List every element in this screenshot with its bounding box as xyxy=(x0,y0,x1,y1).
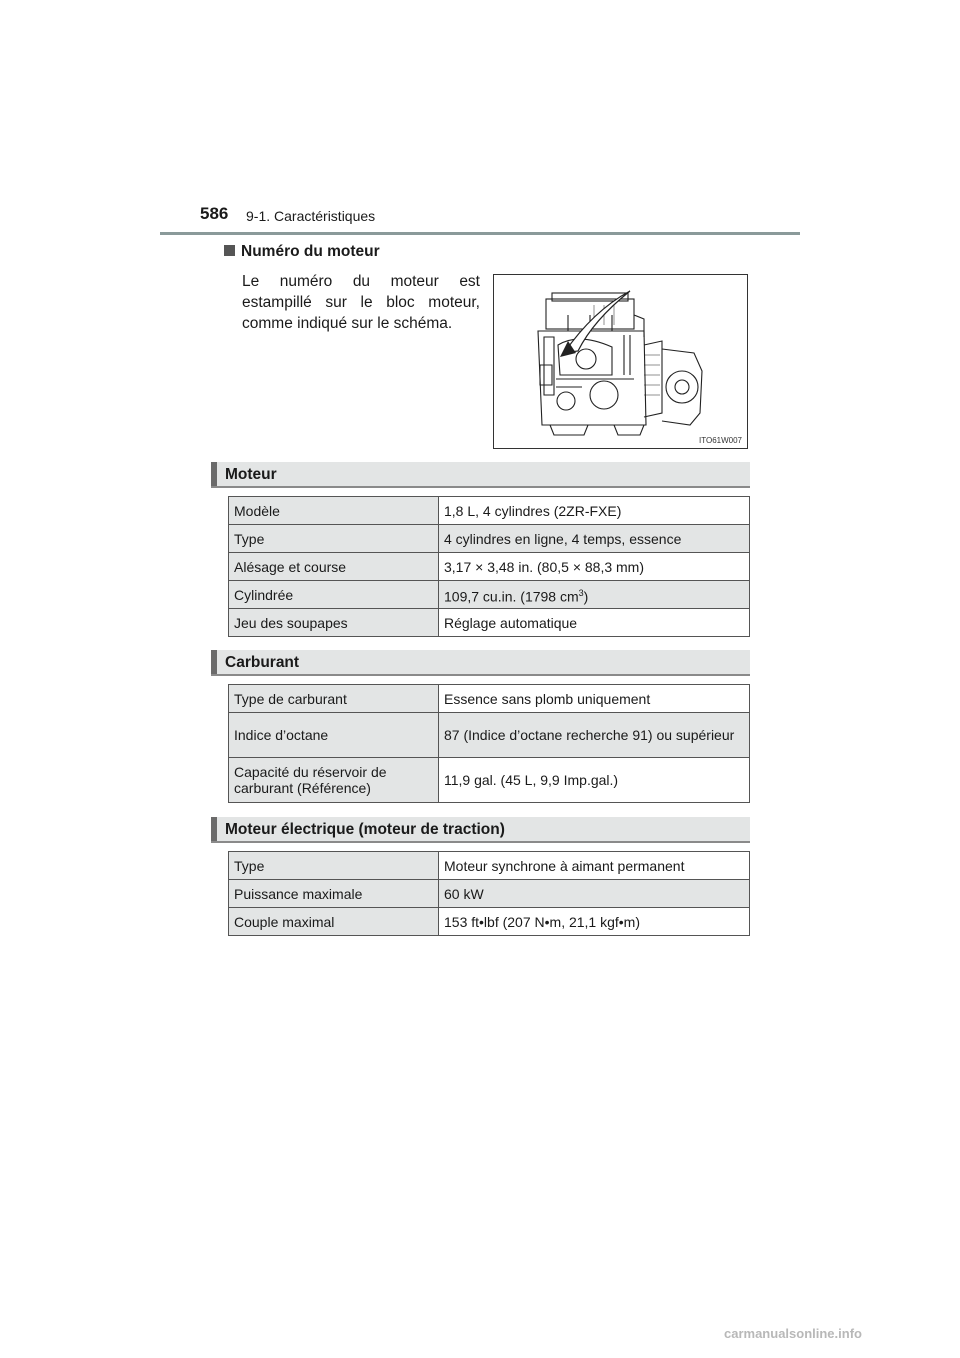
table-row xyxy=(229,581,750,609)
row-label: Cylindrée xyxy=(229,581,439,609)
row-value: 87 (Indice d’octane recherche 91) ou supérieur xyxy=(439,713,750,758)
row-value: Moteur synchrone à aimant permanent xyxy=(439,852,750,880)
displacement-tail: ) xyxy=(583,588,589,605)
displacement-value: 109,7 cu.in. (1798 cm xyxy=(444,588,579,605)
row-label: Puissance maximale xyxy=(229,880,439,908)
table-row xyxy=(229,497,750,525)
section-moteur-electrique-title: Moteur électrique (moteur de traction) xyxy=(225,821,505,838)
table-row xyxy=(229,880,750,908)
table-carburant xyxy=(228,684,750,803)
square-bullet-icon xyxy=(224,245,235,256)
row-value: Réglage automatique xyxy=(439,609,750,637)
header-rule xyxy=(160,232,800,235)
table-row xyxy=(229,685,750,713)
figure-code: ITO61W007 xyxy=(699,436,742,445)
page-number: 586 xyxy=(200,204,229,223)
table-row xyxy=(229,852,750,880)
table-moteur-electrique xyxy=(228,851,750,936)
engine-number-heading-text: Numéro du moteur xyxy=(241,243,380,260)
row-value: 153 ft•lbf (207 N•m, 21,1 kgf•m) xyxy=(439,908,750,936)
section-carburant-title: Carburant xyxy=(225,654,300,671)
row-value: 11,9 gal. (45 L, 9,9 Imp.gal.) xyxy=(439,758,750,803)
table-row xyxy=(229,553,750,581)
row-value: 4 cylindres en ligne, 4 temps, essence xyxy=(439,525,750,553)
section-moteur-title: Moteur xyxy=(225,466,277,483)
row-label: Type de carburant xyxy=(229,685,439,713)
chapter-title: 9-1. Caractéristiques xyxy=(246,208,376,224)
engine-number-text: Le numéro du moteur est estampillé sur le bloc moteur, comme indiqué sur le schéma. xyxy=(242,273,480,332)
table-row xyxy=(229,713,750,758)
row-label: Alésage et course xyxy=(229,553,439,581)
displacement-exponent: 3 xyxy=(578,587,584,598)
table-moteur xyxy=(228,496,750,637)
table-row xyxy=(229,908,750,936)
row-label: Indice d’octane xyxy=(229,713,439,758)
table-row xyxy=(229,609,750,637)
row-label: Modèle xyxy=(229,497,439,525)
row-label: Type xyxy=(229,852,439,880)
section-moteur-electrique xyxy=(211,817,750,841)
row-value xyxy=(439,581,750,609)
watermark: carmanualsonline.info xyxy=(724,1326,862,1341)
row-label: Capacité du réservoir de carburant (Référence) xyxy=(229,758,439,803)
row-label: Type xyxy=(229,525,439,553)
row-label: Couple maximal xyxy=(229,908,439,936)
row-value: 1,8 L, 4 cylindres (2ZR-FXE) xyxy=(439,497,750,525)
row-value: 3,17 × 3,48 in. (80,5 × 88,3 mm) xyxy=(439,553,750,581)
row-value: Essence sans plomb uniquement xyxy=(439,685,750,713)
section-carburant xyxy=(211,650,750,674)
table-row xyxy=(229,758,750,803)
engine-number-heading xyxy=(224,243,380,261)
row-value: 60 kW xyxy=(439,880,750,908)
engine-figure xyxy=(493,274,748,449)
table-row xyxy=(229,525,750,553)
row-label: Jeu des soupapes xyxy=(229,609,439,637)
section-moteur xyxy=(211,462,750,486)
engine-illustration xyxy=(494,275,747,448)
